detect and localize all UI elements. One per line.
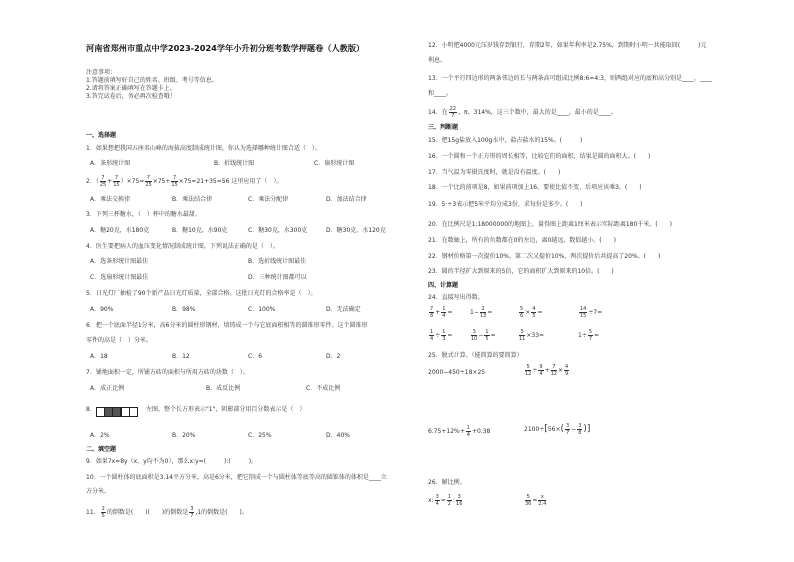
q7-option-c: C．不成比例 bbox=[306, 385, 341, 392]
judge-item: 22．钢材价格第一次提价10%，第二次又提价10%，两次提价后共提高了20%。( ) bbox=[428, 253, 661, 260]
q1-text: 1．如果想把我国五座名山峰的海拔高度制成统计图，你认为选择哪种统计图合适（ ）。 bbox=[86, 145, 321, 152]
section-judge-heading: 三、判断题 bbox=[428, 124, 459, 131]
q4-option-b: B．选折线统计图最佳 bbox=[248, 258, 307, 265]
q26-equation-2: $\frac{5}{36}$ = $\frac{x}{2.4}$ bbox=[525, 494, 547, 507]
q25-expr-3: 6.75+12%+ $\frac{1}{4}$ +0.38 bbox=[428, 425, 491, 438]
q4-text: 4．医生要把病人的血压变化情况制成统计图，下列说法正确的是（ ）。 bbox=[86, 243, 279, 250]
judge-item: 17．当气温为零摄氏度时，就是没有温度。( ) bbox=[428, 169, 561, 176]
judge-item: 18．一个比的前项是8，如果前项加上16，要使比值不变，后项应该乘3。( ) bbox=[428, 184, 642, 191]
q13-text-line2: 和____。 bbox=[428, 90, 453, 97]
q4-option-a: A．选条形统计图最佳 bbox=[90, 258, 149, 265]
q10-text-line2: 方分米。 bbox=[86, 488, 111, 495]
q7-option-b: B．成反比例 bbox=[206, 385, 241, 392]
q1-option-b: B．折线统计图 bbox=[214, 160, 255, 167]
q3-option-b: B．糖10克，水90克 bbox=[172, 227, 228, 234]
q8-option-d: D．40% bbox=[326, 432, 350, 439]
section-fill-heading: 二、填空题 bbox=[86, 446, 117, 453]
q5-option-b: B．98% bbox=[172, 306, 196, 313]
notice-item-1: 1.答题前填写好自己的姓名、班级、考号等信息。 bbox=[86, 77, 218, 84]
judge-item: 19．5·÷3表示把5米平均分成3份，求每份是多少。( ) bbox=[428, 201, 583, 208]
q24-item: $\frac{7}{8}$ + $\frac{1}{4}$ = bbox=[430, 306, 453, 319]
q5-option-a: A．90% bbox=[90, 306, 114, 313]
q25-expr-1: 2000−450÷18×25 bbox=[428, 369, 486, 376]
q6-text-line1: 6．把一个底面半径1分米，高6分米的圆柱形钢材，熔铸成一个与它底面积相等的圆锥形零件。这个圆锥形 bbox=[86, 322, 368, 329]
q3-option-a: A．糖20克，水180克 bbox=[90, 227, 150, 234]
q7-option-a: A．成正比例 bbox=[90, 385, 125, 392]
q25-text: 25．脱式计算。（能简算的要简算） bbox=[428, 352, 523, 359]
q8-option-a: A．2% bbox=[90, 432, 110, 439]
q6-option-b: B．12 bbox=[172, 353, 190, 360]
q7-text: 7．铺地面积一定，所铺方砖的面积与所用方砖的块数（ ）。 bbox=[86, 369, 249, 376]
q11-text: 11． $\frac{2}{5}$ 的倒数是( )( )的倒数是 $\frac{3}{7}$ ,1的倒数是( )。 bbox=[86, 506, 248, 519]
q3-option-d: D．糖30克，水120克 bbox=[326, 227, 386, 234]
notice-heading: 注意事项： bbox=[86, 69, 117, 76]
q26-equation-1: x: $\frac{3}{4}$ = $\frac{1}{2}$ : $\frac{3}{16}$ bbox=[428, 494, 463, 507]
q2-text: 2．（ $\frac{7}{25}$ + $\frac{7}{15}$ ）×75= $\frac{7}{25}$ ×75+ $\frac{7}{15}$ ×75=21+35=56 这里应用了（ ）。 bbox=[86, 175, 283, 188]
q13-text-line1: 13．一个平行四边形的两条邻边的长与两条高可组成比例8:6=4:3，则两组对应的底和高分别是____，____ bbox=[428, 75, 712, 82]
notice-item-3: 3.答完试卷后，务必再次检查哦！ bbox=[86, 93, 176, 100]
section-choice-heading: 一、选择题 bbox=[86, 132, 117, 139]
q24-item: $\frac{3}{10}$ − $\frac{1}{5}$ = bbox=[471, 329, 496, 342]
q2-option-b: B．乘法结合律 bbox=[172, 196, 213, 203]
q3-text: 3．下列三杯糖水，（ ）杯中的糖水最甜。 bbox=[86, 211, 201, 218]
q10-text-line1: 10．一个圆柱体的底面积是3.14平方分米，高是6分米，把它削成一个与圆柱体等底等高的圆锥体的体积是____立 bbox=[86, 474, 387, 481]
q24-item: $\frac{14}{15}$ ÷7= bbox=[580, 306, 603, 319]
q25-expr-4: 2100÷[56×( $\frac{3}{7}$ − $\frac{3}{8}$ )] bbox=[524, 423, 591, 436]
q2-option-a: A．乘法交换律 bbox=[90, 196, 131, 203]
q12-text-line1: 12．小明把4000元压岁钱存到银行，存期2年，如果年利率是2.75%，到期时小明一共能取回( )元 bbox=[428, 42, 707, 49]
q24-item: $\frac{5}{6}$ × $\frac{4}{5}$ = bbox=[520, 306, 543, 319]
q4-option-d: D．三种统计图都可以 bbox=[248, 274, 307, 281]
q24-item: 1÷ $\frac{5}{7}$ = bbox=[578, 329, 600, 342]
q5-option-c: C．100% bbox=[248, 306, 276, 313]
q5-text: 5．日光灯厂抽检了90个新产品日光灯质量，全部合格。这批日光灯的合格率是（ ）。 bbox=[86, 290, 317, 297]
q1-option-a: A．条形统计图 bbox=[90, 160, 131, 167]
q9-text: 9．如果7x=8y（x、y均不为0），那么x:y=( ):( )。 bbox=[86, 458, 258, 465]
q8-option-c: C．25% bbox=[248, 432, 272, 439]
section-calc-heading: 四、计算题 bbox=[428, 282, 459, 289]
q8-option-b: B．20% bbox=[172, 432, 196, 439]
judge-item: 21．在数轴上，所有的负数都在0的左边，离0越远，数值越小。( ) bbox=[428, 237, 616, 244]
exam-title: 河南省郑州市重点中学2023-2024学年小升初分班考数学押题卷（人教版） bbox=[86, 43, 365, 53]
q26-text: 26．解比例。 bbox=[428, 479, 466, 486]
notice-item-2: 2.请将答案正确填写在答题卡上。 bbox=[86, 85, 176, 92]
q24-text: 24．直接写出得数。 bbox=[428, 294, 484, 301]
q1-option-c: C．扇形统计图 bbox=[314, 160, 355, 167]
judge-item: 23．圆的半径扩大到原来的5倍，它的面积扩大到原来的10倍。( ) bbox=[428, 268, 614, 275]
q24-item: $\frac{1}{4}$ ÷ $\frac{1}{3}$ = bbox=[430, 329, 453, 342]
q8-shaded-rectangle-figure bbox=[96, 401, 137, 420]
q2-option-c: C．乘法分配律 bbox=[248, 196, 289, 203]
q14-text: 14．在 $\frac{22}{7}$ 、π、314%，这三个数中，最大的是____，最小的是____。 bbox=[428, 106, 617, 119]
q8-text: 左图，整个长方形表示"1"，阴影部分用百分数表示是（ ） bbox=[146, 406, 306, 413]
q8-number: 8． bbox=[86, 406, 96, 413]
q25-expr-2: $\frac{5}{12}$ ÷ $\frac{9}{4}$ + $\frac{7}{12}$ × $\frac{4}{9}$ bbox=[525, 364, 569, 377]
judge-item: 16．一个圆和一个正方形的周长相等，比较它们的面积，结果是圆的面积大。( ) bbox=[428, 153, 651, 160]
q6-text-line2: 零件的高是（ ）分米。 bbox=[86, 337, 153, 344]
q24-item: $\frac{5}{11}$ ×33= bbox=[519, 329, 545, 342]
q12-text-line2: 利息。 bbox=[428, 57, 447, 64]
q6-option-d: D．2 bbox=[326, 353, 341, 360]
judge-item: 15．把15g盐放入100g水中，盐占盐水的15%。( ) bbox=[428, 137, 583, 144]
q6-option-a: A．18 bbox=[90, 353, 108, 360]
q3-option-c: C．糖30克，水300克 bbox=[248, 227, 308, 234]
q6-option-c: C．6 bbox=[248, 353, 263, 360]
q4-option-c: C．选扇形统计图最佳 bbox=[90, 274, 149, 281]
q24-item: 1− $\frac{2}{13}$ = bbox=[470, 306, 493, 319]
q2-option-d: D．加法结合律 bbox=[326, 196, 367, 203]
judge-item: 20．在比例尺是1:18000000的地图上，量得图上距离1厘米表示实际距离180千米。( ) bbox=[428, 221, 672, 228]
q5-option-d: D．无法确定 bbox=[326, 306, 361, 313]
